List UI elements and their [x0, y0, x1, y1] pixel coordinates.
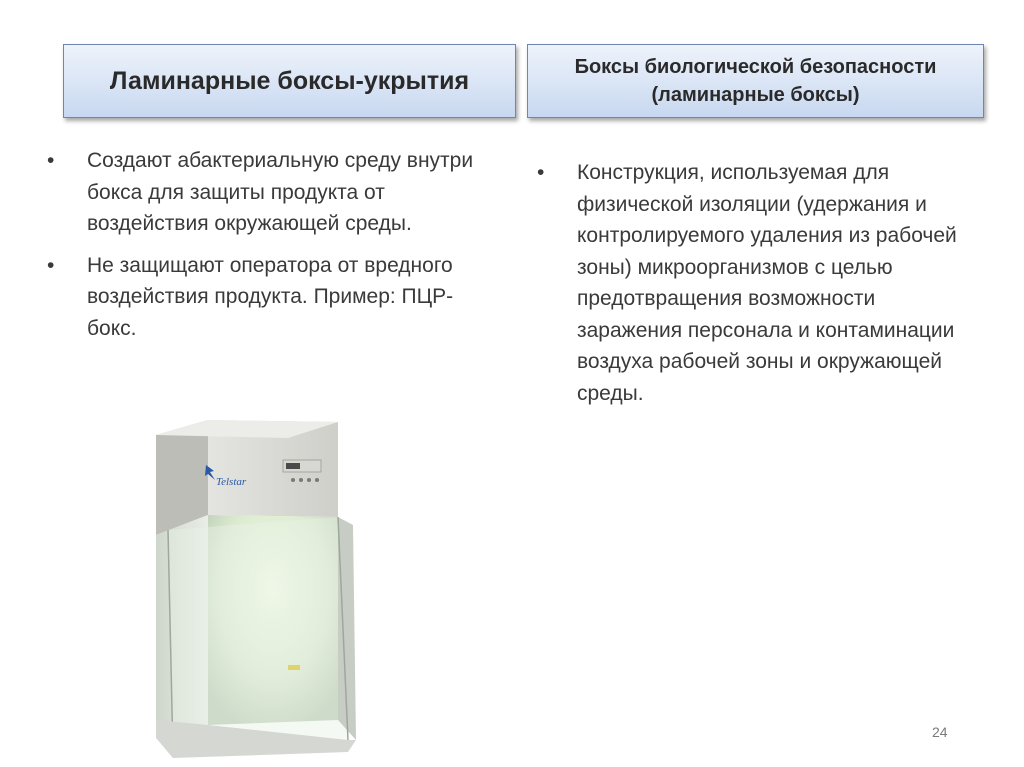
header-left-title: Ламинарные боксы-укрытия [109, 66, 470, 95]
right-bullet-list [537, 157, 977, 419]
header-biosafety-boxes [527, 44, 984, 118]
page-number: 24 [932, 724, 948, 740]
header-laminar-boxes [63, 44, 516, 118]
header-right-line2: (ламинарные боксы) [651, 84, 860, 106]
bullet-text: Создают абактериальную среду внутри бокса для защиты продукта от воздействия окружающей среды. [87, 149, 474, 235]
bullet-text: Не защищают оператора от вредного воздействия продукта. Пример: ПЦР-бокс. [87, 253, 454, 340]
header-right-title [575, 53, 937, 109]
left-bullet-list [47, 145, 487, 354]
bullet-icon: • [537, 161, 545, 184]
laminar-cabinet-image [148, 420, 363, 760]
bullet-item [47, 145, 487, 240]
bullet-item [537, 157, 977, 409]
bullet-item [47, 250, 487, 345]
bullet-icon: • [47, 253, 55, 277]
header-right-line1: Боксы биологической безопасности [574, 56, 937, 78]
bullet-icon: • [47, 149, 55, 172]
brand-text: Telstar [216, 476, 247, 488]
bullet-text: Конструкция, используемая для физической изоляции (удержания и контролируемого удаления из рабочей зоны) микроорганизмов с целью предотвращения возможности заражения персонала и контаминации воздуха рабочей зоны и окружающей среды. [577, 161, 957, 405]
